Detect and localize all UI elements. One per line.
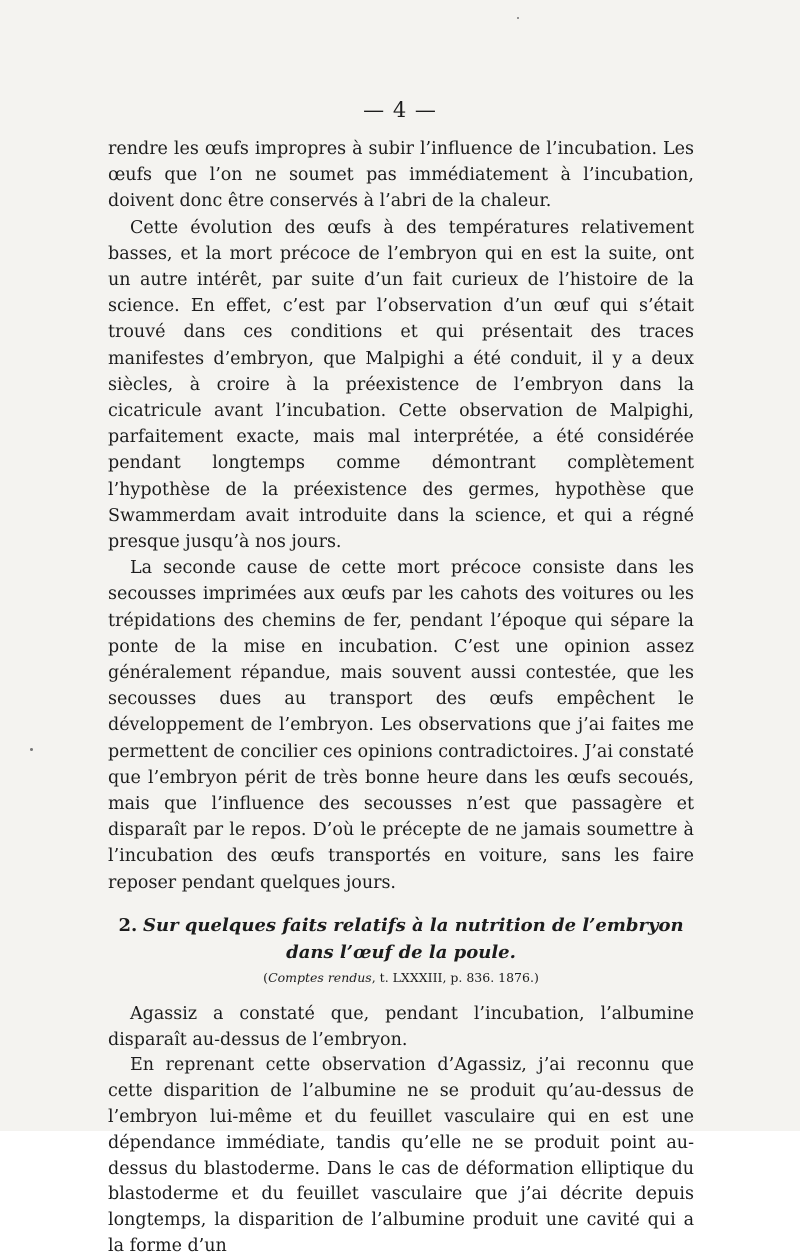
paragraph: rendre les œufs impropres à subir l’influence de l’incubation. Les œufs que l’on ne soumet pas immédiatement à l’incubation, doivent donc être conservés à l’abri de la chaleur. [108,139,694,212]
section-2 [108,912,694,1260]
section-title: Sur quelques faits relatifs à la nutrition de l’embryon dans l’œuf de la poule. [142,914,684,963]
paragraph: Agassiz a constaté que, pendant l’incubation, l’albumine disparaît au-dessus de l’embryon. [108,1003,694,1050]
citation: (Comptes rendus, t. LXXXIII, p. 836. 1876.) [263,969,539,985]
page-speck [517,17,519,19]
section-heading [108,912,694,966]
page-speck [30,748,33,751]
section-number: 2. [118,914,138,936]
paragraph: Cette évolution des œufs à des températures relativement basses, et la mort précoce de l’embryon qui en est la suite, ont un autre intérêt, par suite d’un fait curieux de l’histoire de la science. En effet, c’est par l’observation d’un œuf qui s’était trouvé dans ces conditions et qui présentait des traces manifestes d’embryon, que Malpighi a été conduit, il y a deux siècles, à croire à la préexistence de l’embryon dans la cicatricule avant l’incubation. Cette observation de Malpighi, parfaitement exacte, mais mal interprétée, a été considérée pendant longtemps comme démontrant complètement l’hypothèse de la préexistence des germes, hypothèse que Swammerdam avait introduite dans la science, et qui a régné presque jusqu’à nos jours. [108,217,694,553]
paragraph: En reprenant cette observation d’Agassiz, j’ai reconnu que cette disparition de l’albumine ne se produit qu’au-dessus de l’embryon lui-même et du feuillet vasculaire qui en est une dépendance immédiate, tandis qu’elle ne se produit point au-dessus du blastoderme. Dans le cas de déformation elliptique du blastoderme et du feuillet vasculaire que j’ai décrite depuis longtemps, la disparition de l’albumine produit une cavité qui a la forme d’un [108,1055,694,1257]
citation-journal: Comptes rendus [268,969,372,985]
paragraph: La seconde cause de cette mort précoce consiste dans les secousses imprimées aux œufs par les cahots des voitures ou les trépidations des chemins de fer, pendant l’époque qui sépare la ponte de la mise en incubation. C’est une opinion assez généralement répandue, mais souvent aussi contestée, que les secousses dues au transport des œufs empêchent le développement de l’embryon. Les observations que j’ai faites me permettent de concilier ces opinions contradictoires. J’ai constaté que l’embryon périt de très bonne heure dans les œufs secoués, mais que l’influence des secousses n’est que passagère et disparaît par le repos. D’où le précepte de ne jamais soumettre à l’incubation des œufs transportés en voiture, sans les faire reposer pendant quelques jours. [108,558,694,893]
page-number: — 4 — [363,98,437,122]
body-text [108,136,694,1260]
citation-reference: , t. LXXXIII, p. 836. 1876. [371,969,534,985]
